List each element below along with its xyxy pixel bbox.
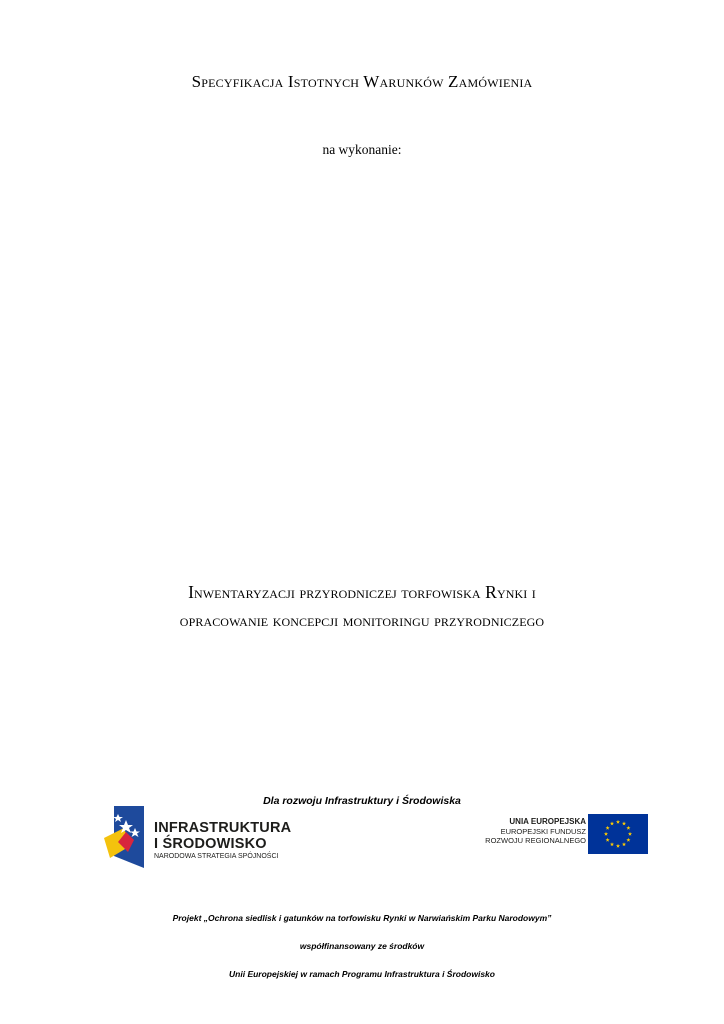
infrastruktura-logo <box>104 806 304 868</box>
document-heading: Specyfikacja Istotnych Warunków Zamówienia <box>191 72 533 91</box>
funding-slogan: Dla rozwoju Infrastruktury i Środowiska <box>263 795 461 807</box>
logo-right-line3: ROZWOJU REGIONALNEGO <box>485 836 586 845</box>
footer-cofinance-line: współfinansowany ze środków <box>299 941 425 951</box>
eu-flag-icon <box>588 814 648 854</box>
footer-project-line: Projekt „Ochrona siedlisk i gatunków na torfowisku Rynki w Narwiańskim Parku Narodowym” <box>172 913 552 923</box>
footer-programme-line: Unii Europejskiej w ramach Programu Infrastruktura i Środowisko <box>229 969 495 979</box>
document-subheading: na wykonanie: <box>322 142 402 157</box>
title-line-2: opracowanie koncepcji monitoringu przyrodniczego <box>179 610 545 630</box>
logo-right-line1: UNIA EUROPEJSKA <box>509 817 586 826</box>
stars-arrow-logo-icon <box>104 806 150 868</box>
logo-left-line2: I ŚRODOWISKO <box>154 836 267 852</box>
logo-left-line1: INFRASTRUKTURA <box>154 820 292 836</box>
eu-logo <box>480 812 650 858</box>
eu-logo-text <box>485 817 586 846</box>
document-title <box>60 578 664 634</box>
logo-right-line2: EUROPEJSKI FUNDUSZ <box>500 826 586 836</box>
logo-left-line3: NARODOWA STRATEGIA SPÓJNOŚCI <box>154 853 279 860</box>
title-line-1: Inwentaryzacji przyrodniczej torfowiska Rynki i <box>188 582 536 602</box>
